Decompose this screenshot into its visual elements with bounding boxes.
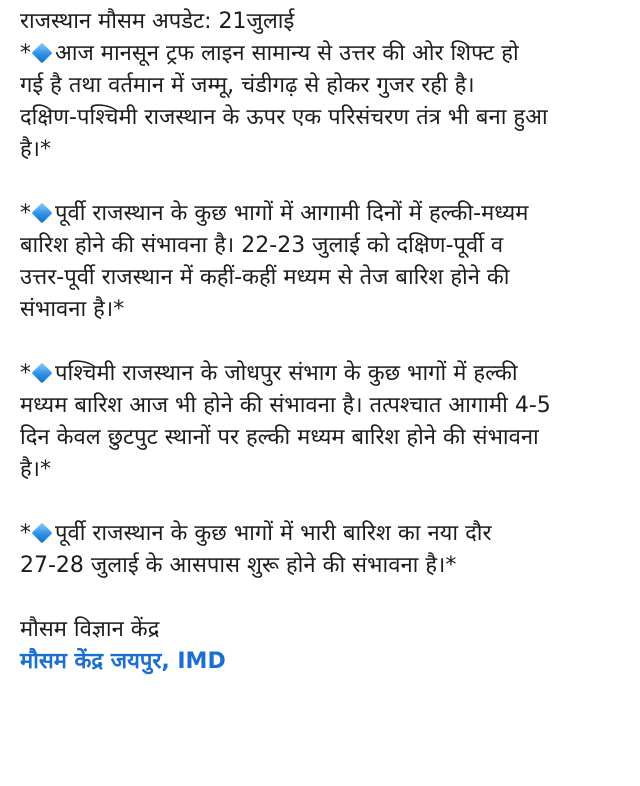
paragraph-line: दिन केवल छुटपुट स्थानों पर हल्की मध्यम बारिश होने की संभावना <box>20 425 539 450</box>
blue-diamond-icon <box>32 523 53 544</box>
message-body <box>20 6 626 678</box>
blue-diamond-icon <box>32 363 53 384</box>
paragraph-2 <box>20 198 626 326</box>
signature-org: मौसम विज्ञान केंद्र <box>20 617 160 642</box>
asterisk: * <box>20 361 31 386</box>
message-title: राजस्थान मौसम अपडेट: 21जुलाई <box>20 9 295 34</box>
paragraph-line: संभावना है।* <box>20 297 125 322</box>
paragraph-line: उत्तर-पूर्वी राजस्थान में कहीं-कहीं मध्यम से तेज बारिश होने की <box>20 265 510 290</box>
paragraph-line: बारिश होने की संभावना है। 22-23 जुलाई को दक्षिण-पूर्वी व <box>20 233 504 258</box>
paragraph-line: 27-28 जुलाई के आसपास शुरू होने की संभावना है।* <box>20 553 457 578</box>
paragraph-line: मध्यम बारिश आज भी होने की संभावना है। तत्पश्चात आगामी 4-5 <box>20 393 551 418</box>
asterisk: * <box>20 41 31 66</box>
paragraph-line <box>20 38 626 70</box>
paragraph-line: है।* <box>20 457 52 482</box>
paragraph-1 <box>20 38 626 166</box>
paragraph-4 <box>20 518 626 582</box>
signature-office: मौसम केंद्र जयपुर, IMD <box>20 649 226 674</box>
asterisk: * <box>20 521 31 546</box>
paragraph-line: गई है तथा वर्तमान में जम्मू, चंडीगढ़ से होकर गुजर रही है। <box>20 73 475 98</box>
paragraph-line <box>20 518 626 550</box>
paragraph-text: आज मानसून ट्रफ लाइन सामान्य से उत्तर की ओर शिफ्ट हो <box>55 41 519 66</box>
intro-block <box>20 6 626 38</box>
blue-diamond-icon <box>32 43 53 64</box>
paragraph-text: पूर्वी राजस्थान के कुछ भागों में भारी बारिश का नया दौर <box>55 521 492 546</box>
paragraph-line: है।* <box>20 137 52 162</box>
paragraph-text: पश्चिमी राजस्थान के जोधपुर संभाग के कुछ भागों में हल्की <box>55 361 518 386</box>
paragraph-text: पूर्वी राजस्थान के कुछ भागों में आगामी दिनों में हल्की-मध्यम <box>55 201 529 226</box>
paragraph-line <box>20 198 626 230</box>
paragraph-line <box>20 358 626 390</box>
blue-diamond-icon <box>32 203 53 224</box>
paragraph-line: दक्षिण-पश्चिमी राजस्थान के ऊपर एक परिसंचरण तंत्र भी बना हुआ <box>20 105 548 130</box>
signature <box>20 614 626 678</box>
asterisk: * <box>20 201 31 226</box>
paragraph-3 <box>20 358 626 486</box>
